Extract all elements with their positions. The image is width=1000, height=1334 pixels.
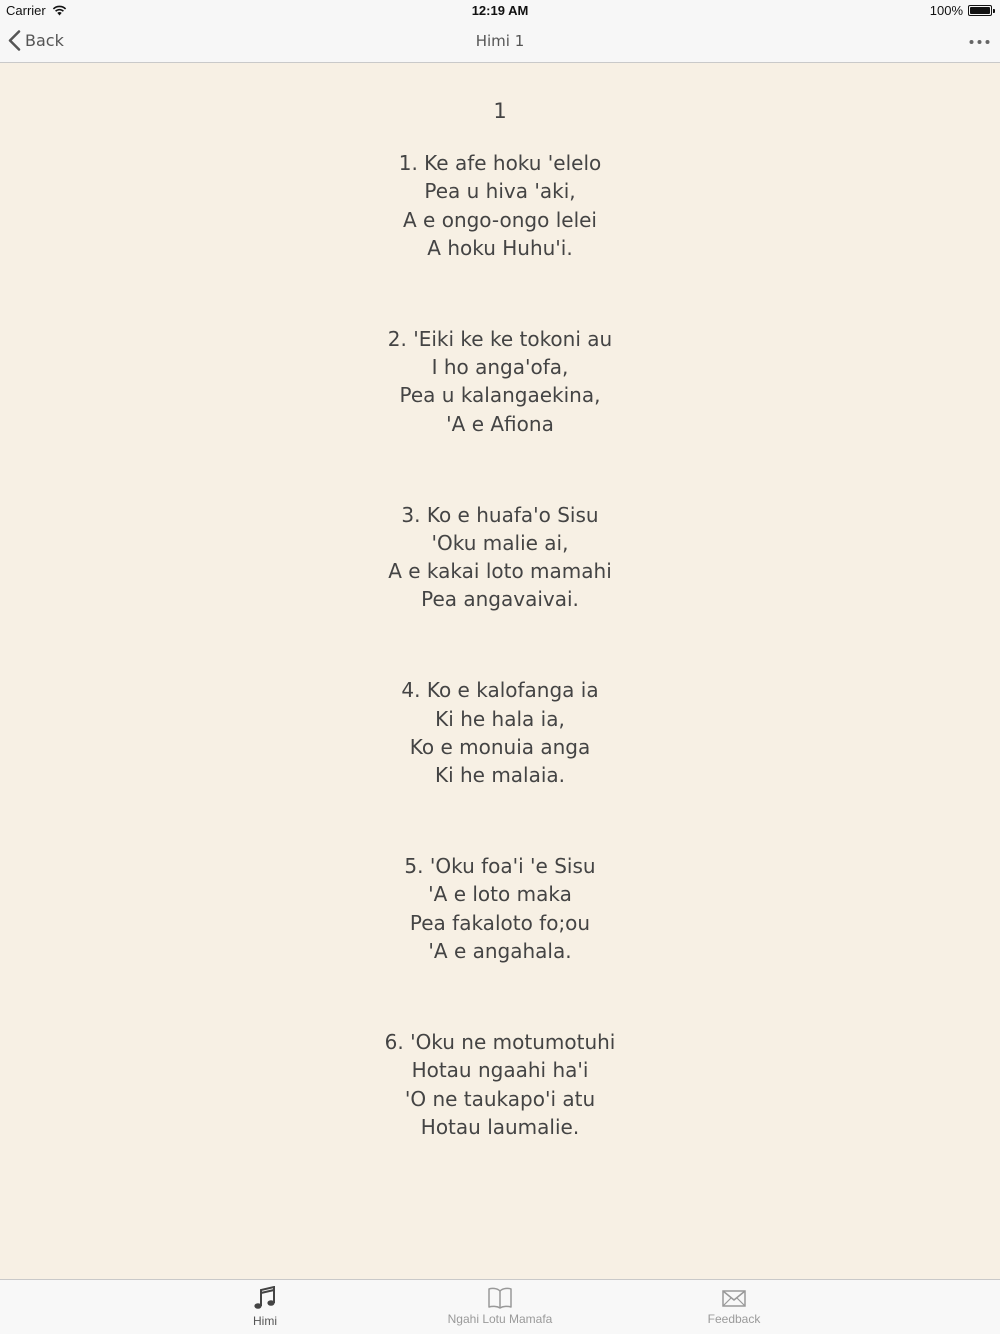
verse-line: 3. Ko e huafa'o Sisu (401, 502, 599, 527)
verse-line: Pea fakaloto fo;ou (409, 910, 591, 935)
navigation-bar (0, 22, 1000, 63)
verse-line: 'A e Afiona (446, 411, 554, 436)
back-label: Back (25, 31, 64, 50)
verse-line: 'O ne taukapo'i atu (404, 1086, 596, 1111)
battery-percent: 100% (929, 3, 963, 18)
verse (0, 676, 1000, 789)
page-title: Himi 1 (475, 32, 525, 50)
verse-line: 5. 'Oku foa'i 'e Sisu (404, 854, 596, 879)
verse-line: A e ongo-ongo lelei (403, 207, 597, 232)
tab-himi-label: Himi (253, 1314, 277, 1328)
verse-line: I ho anga'ofa, (431, 355, 569, 380)
verse-line: Pea angavaivai. (421, 587, 579, 612)
verse-line: 4. Ko e kalofanga ia (401, 678, 599, 703)
verse (0, 149, 1000, 262)
verse-line: Pea u kalangaekina, (399, 383, 601, 408)
battery-group (930, 3, 992, 18)
verse (0, 852, 1000, 965)
tab-himi[interactable] (185, 1280, 345, 1334)
verse-line: A hoku Huhu'i. (427, 235, 573, 260)
status-time: 12:19 AM (471, 3, 529, 18)
verse (0, 1028, 1000, 1141)
verse-line: 'Oku malie ai, (431, 530, 569, 555)
status-bar (0, 0, 1000, 22)
tab-feedback-label: Feedback (707, 1312, 761, 1326)
verse-line: 1. Ke afe hoku 'elelo (398, 151, 602, 175)
hymn-number: 1 (493, 99, 507, 123)
verse-line: 'A e loto maka (428, 882, 572, 907)
verse-line: Ko e monuia anga (409, 734, 591, 759)
tab-bar (0, 1279, 1000, 1334)
envelope-icon (721, 1286, 747, 1310)
tab-ngahi-lotu-mamafa[interactable] (420, 1280, 580, 1334)
tab-feedback[interactable] (654, 1280, 814, 1334)
battery-icon (968, 5, 992, 16)
tab-ngahi-lotu-mamafa-label: Ngahi Lotu Mamafa (447, 1312, 553, 1326)
hymn-content[interactable] (0, 63, 1000, 1279)
carrier-label: Carrier (6, 3, 46, 18)
verse-line: Pea u hiva 'aki, (424, 179, 576, 204)
verse-line: A e kakai loto mamahi (388, 559, 612, 584)
verse-line: Ki he hala ia, (435, 706, 565, 731)
verse-line: Ki he malaia. (434, 763, 566, 788)
verse-line: Hotau laumalie. (420, 1114, 580, 1139)
book-icon (487, 1286, 513, 1310)
verse (0, 325, 1000, 438)
more-horizontal-icon (968, 30, 992, 54)
verse-line: 6. 'Oku ne motumotuhi (384, 1030, 616, 1054)
verse-line: 'A e angahala. (428, 939, 572, 964)
verse-line: 2. 'Eiki ke ke tokoni au (387, 326, 613, 351)
music-note-icon (253, 1286, 277, 1312)
verse-line: Hotau ngaahi ha'i (411, 1058, 589, 1083)
more-button[interactable] (968, 30, 992, 54)
verse (0, 501, 1000, 614)
